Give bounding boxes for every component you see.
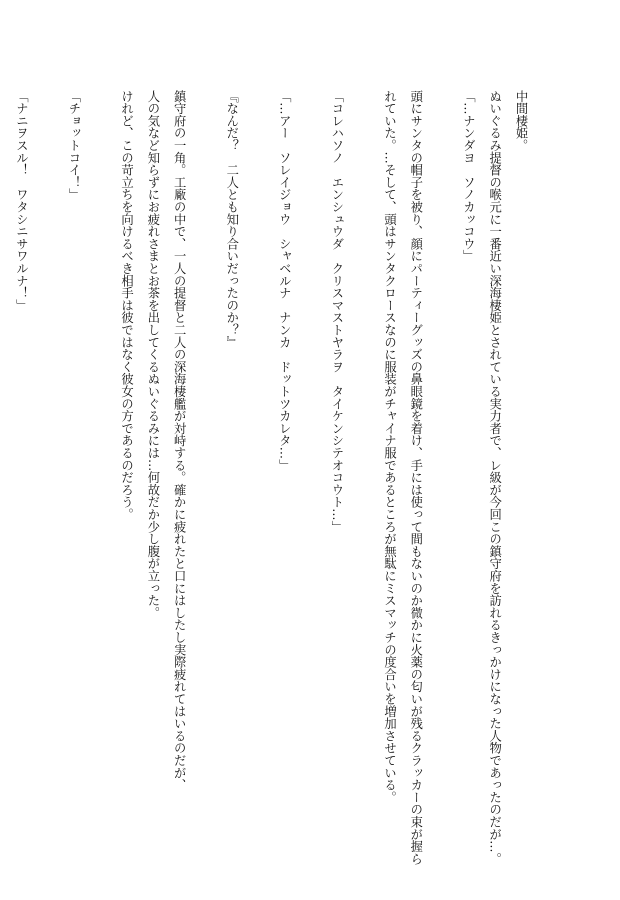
text-line: れていた。…そして、頭はサンタクロースなのに服装がチャイナ服であるところが無駄にミスマッチの度合いを増加させている。 [382,90,397,804]
dialogue-line: 「コレハソノ エンシュウダ クリスマストヤラヲ タイケンシテオコウト…」 [329,90,344,533]
dialogue-line: 「…ナンダヨ ソノカッコウ」 [461,90,476,263]
text-line: 中間棲姫。 [514,90,528,152]
text-line: けれど、この苛立ちを向けるべき相手は彼ではなく彼女の方であるのだろう。 [119,90,134,521]
text-line: 鎮守府の一角。工廠の中で、一人の提督と二人の深海棲艦が対峙する。確かに疲れたと口にはしたし実際疲れてはいるのだが、 [172,90,187,792]
dialogue-line: 「チョットコイ！」 [66,90,81,201]
dialogue-line: 「…アー ソレイジョウ シャベルナ ナンカ ドットツカレタ…」 [277,90,292,472]
blank-line [350,90,376,810]
blank-line [0,90,8,810]
blank-line [245,90,271,810]
dialogue-line: 『なんだ？ 二人とも知り合いだったのか？』 [224,90,239,349]
text-line: 人の気など知らずにお疲れさまとお茶を出してくるぬいぐるみには…何故だか少し腹が立った。 [145,90,160,619]
text-line: 頭にサンタの帽子を被り、顔にパーティーグッズの鼻眼鏡を着け、手には使って間もないのか微かに火薬の匂いが残るクラッカーの束が握ら [408,90,423,865]
blank-line [297,90,323,810]
blank-line [34,90,60,810]
blank-line [192,90,218,810]
dialogue-line: 「ナニヲスル！ ワタシニサワルナ！」 [14,90,29,312]
text-line: ぬいぐるみ提督の喉元に一番近い深海棲姫とされている実力者で、レ級が今回この鎮守府を訪れるきっかけになった人物であったのだが…。 [487,90,502,865]
vertical-text-body [0,90,534,865]
blank-line [429,90,455,810]
blank-line [87,90,113,810]
